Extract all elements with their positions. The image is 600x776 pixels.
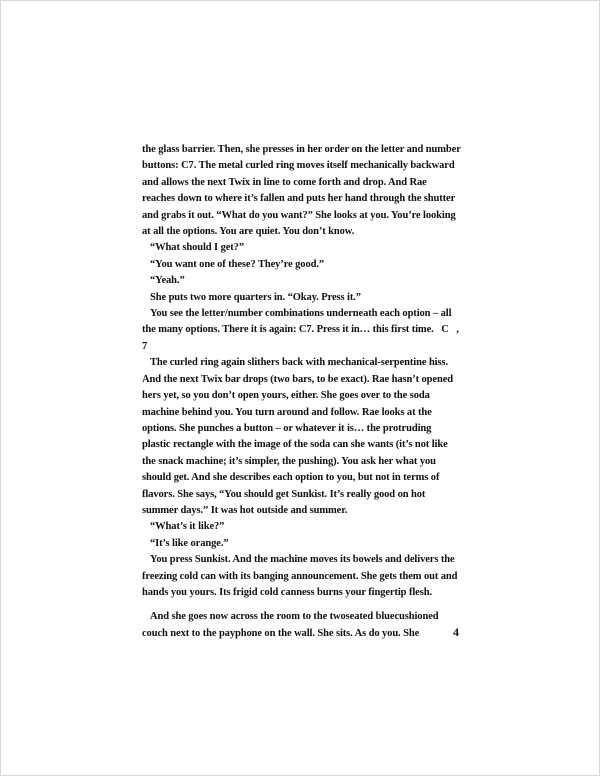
paragraph: “What’s it like?”: [150, 521, 225, 533]
paragraph: And she goes now across the room to the twoseated bluecushioned couch next to the payphone on the wall. She sits. As do you. She: [142, 611, 439, 639]
paragraph: “Yeah.”: [150, 275, 185, 287]
paragraph: the glass barrier. Then, she presses in her order on the letter and number buttons: C7. The metal curled ring moves itself mechanically backward and allows the next Twix in line to come forth and drop. And Rae reaches down to where it’s fallen and puts her hand through the shutter and grabs it out. “What do you want?” She looks at you. You’re looking at all the options. You are quiet. You don’t know.: [142, 144, 461, 238]
paragraph: “You want one of these? They’re good.”: [150, 258, 325, 270]
paragraph: She puts two more quarters in. “Okay. Press it.”: [150, 291, 361, 303]
paragraph: “What should I get?”: [150, 242, 244, 254]
paragraph: You press Sunkist. And the machine moves its bowels and delivers the freezing cold can with its banging announcement. She gets them out and hands you yours. Its frigid cold canness burns your fingertip flesh.: [142, 554, 458, 598]
paragraph: You see the letter/number combinations underneath each option – all the many options. There it is again: C7. Press it in… this first time. C , 7: [142, 308, 467, 352]
page-number: 4: [453, 625, 459, 639]
paragraph: The curled ring again slithers back with mechanical-serpentine hiss. And the next Twix bar drops (two bars, to be exact). Rae hasn’t opened hers yet, so you don’t open yours, either. She goes over to the soda machine behind you. You turn around and follow. Rae looks at the options. She punches a button – or whatever it is… the protruding plastic rectangle with the image of the soda can she wants (it’s not like the snack machine; it’s simpler, the pushing). You ask her what you should get. And she describes each option to you, but not in terms of flavors. She says, “You should get Sunkist. It’s really good on hot summer days.” It was hot outside and summer.: [142, 357, 454, 516]
body-text: [142, 142, 467, 642]
paragraph: “It’s like orange.”: [150, 537, 229, 549]
